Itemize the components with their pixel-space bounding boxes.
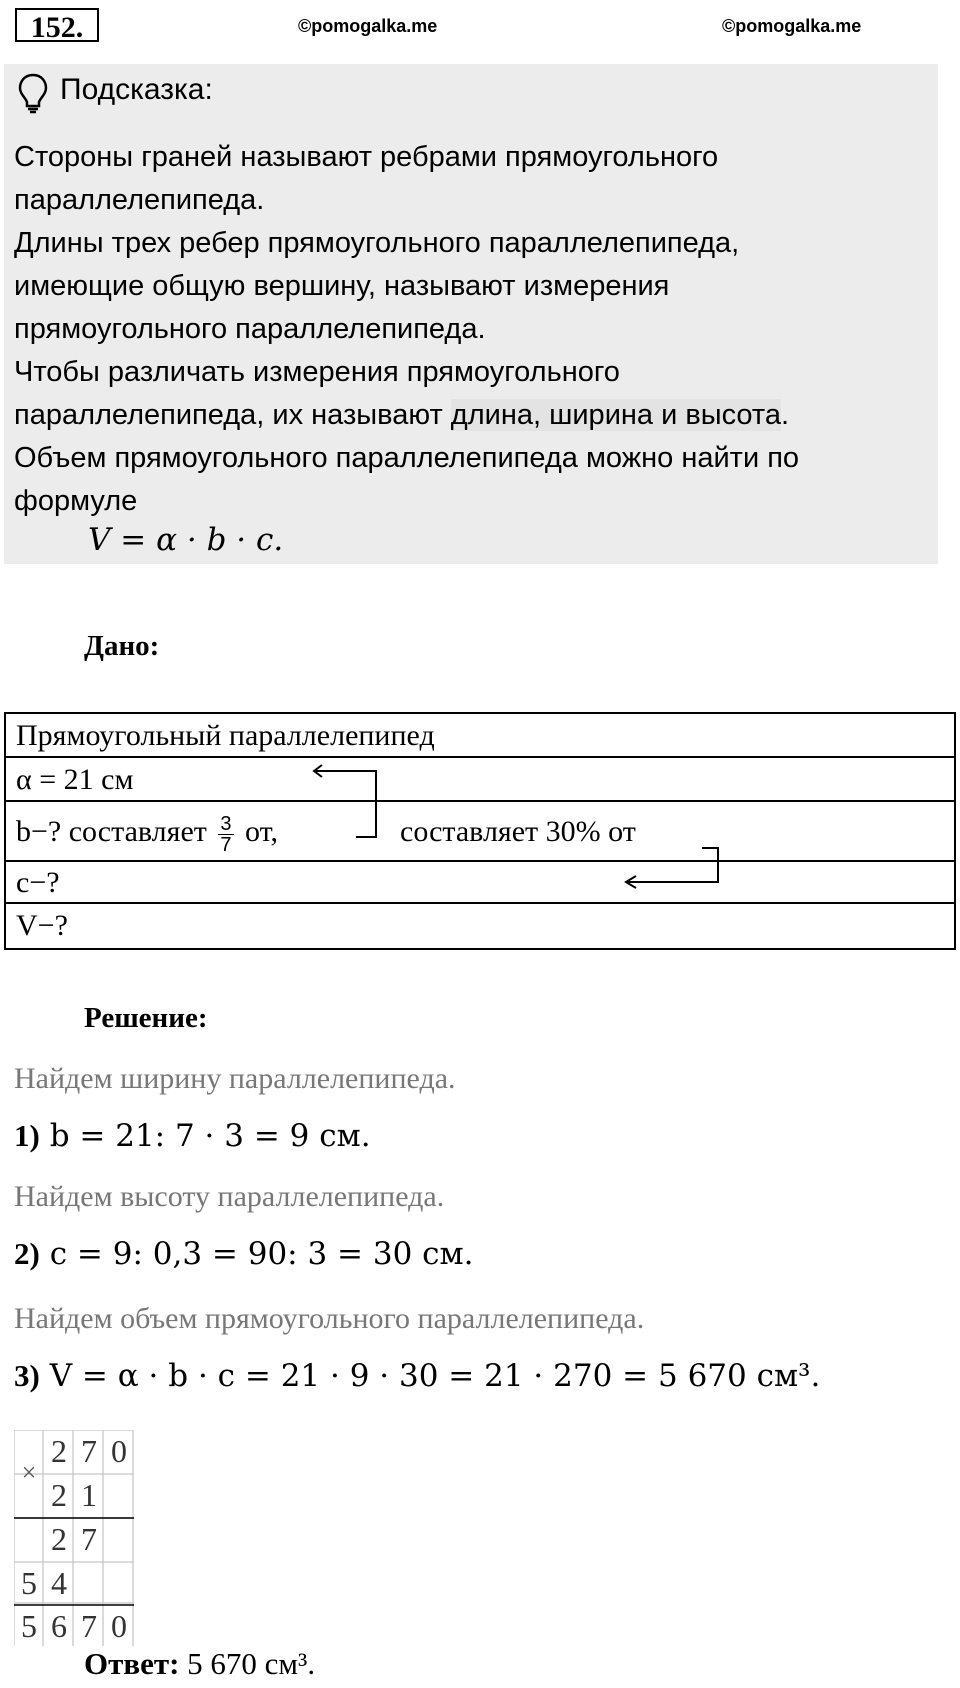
digit-cell: 0 xyxy=(111,1433,127,1469)
digit-cell: 7 xyxy=(81,1608,97,1644)
solution-step: 1) b = 21: 7 · 3 = 9 см. xyxy=(14,1118,371,1154)
given-heading: Дано: xyxy=(84,630,160,662)
given-row: α = 21 см xyxy=(6,758,954,802)
solution-comment: Найдем высоту параллелепипеда. xyxy=(14,1180,445,1213)
solution-comment: Найдем ширину параллелепипеда. xyxy=(14,1062,456,1095)
given-row: b−? составляет $\frac{3}{7}$ от, составляет 30% от xyxy=(6,802,954,862)
solution-comment: Найдем объем прямоугольного параллелепипеда. xyxy=(14,1302,645,1335)
digit-cell: 5 xyxy=(21,1565,37,1601)
digit-cell: 7 xyxy=(81,1521,97,1557)
multiply-sign: × xyxy=(21,1458,37,1487)
digit-cell: 5 xyxy=(21,1608,37,1644)
solution-step: 2) c = 9: 0,3 = 90: 3 = 30 см. xyxy=(14,1236,474,1272)
digit-cell: 2 xyxy=(51,1433,67,1469)
hint-highlight: длина, ширина и высота xyxy=(450,399,781,431)
digit-cell: 2 xyxy=(51,1521,67,1557)
given-row: c−? xyxy=(6,862,954,904)
hint-line: формуле xyxy=(14,485,138,517)
digit-cell: 4 xyxy=(51,1565,67,1601)
hint-line: Объем прямоугольного параллелепипеда можно найти по xyxy=(14,442,800,474)
hint-line: Чтобы различать измерения прямоугольного xyxy=(14,356,620,388)
solution-step: 3) V = α · b · c = 21 · 9 · 30 = 21 · 270 = 5 670 см³. xyxy=(14,1358,821,1394)
hint-line: параллелепипеда. xyxy=(14,184,265,216)
digit-cell: 6 xyxy=(51,1608,67,1644)
given-row: Прямоугольный параллелепипед xyxy=(6,714,954,758)
volume-formula: V = α · b · c. xyxy=(88,522,284,558)
fraction: $\frac{3}{7}$ xyxy=(220,812,232,856)
digit-cell: 2 xyxy=(51,1477,67,1513)
hint-line: параллелепипеда, их называют длина, ширина и высота. xyxy=(14,399,790,431)
watermark-left: ©pomogalka.me xyxy=(298,16,438,36)
digit-cell: 1 xyxy=(81,1477,97,1513)
hint-title: Подсказка: xyxy=(60,73,213,106)
hint-line: Длины трех ребер прямоугольного параллелепипеда, xyxy=(14,227,740,259)
answer: Ответ: 5 670 см³. xyxy=(84,1646,316,1681)
digit-cell: 7 xyxy=(81,1433,97,1469)
solution-heading: Решение: xyxy=(84,1002,208,1034)
problem-number: 152. xyxy=(15,8,99,42)
given-row: V−? xyxy=(16,909,68,942)
watermark-right: ©pomogalka.me xyxy=(722,16,862,36)
hint-line: имеющие общую вершину, называют измерения xyxy=(14,270,670,302)
digit-cell: 0 xyxy=(111,1608,127,1644)
hint-line: прямоугольного параллелепипеда. xyxy=(14,313,486,345)
hint-line: Стороны граней называют ребрами прямоугольного xyxy=(14,141,719,173)
